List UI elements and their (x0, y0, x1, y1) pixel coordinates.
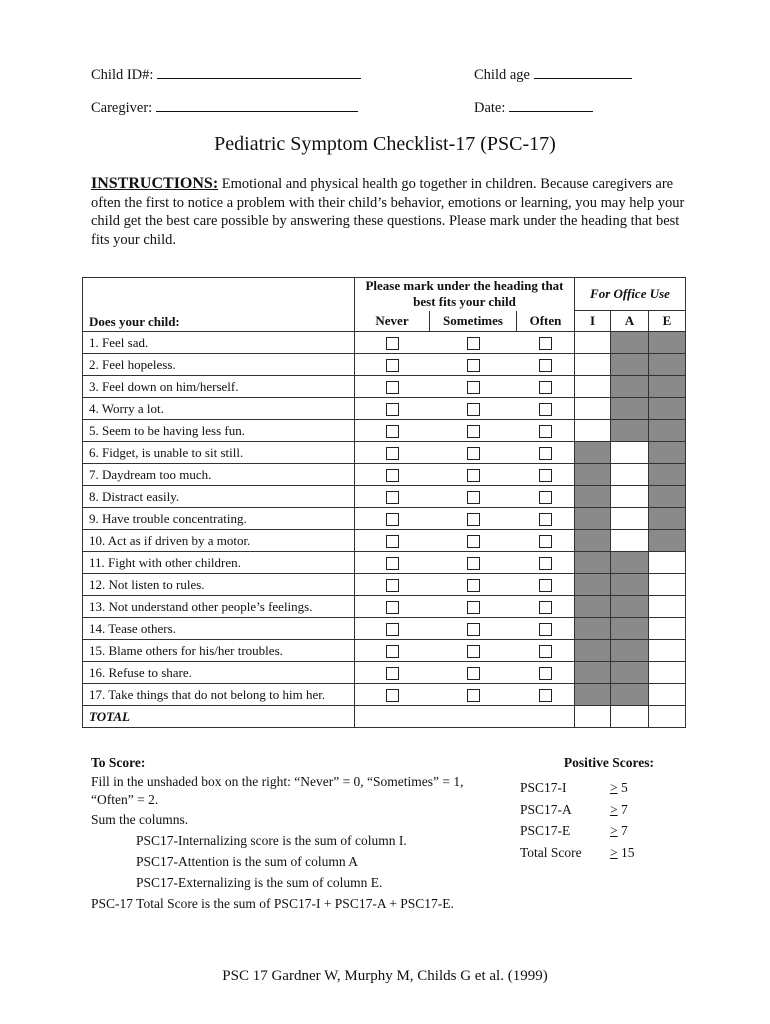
checkbox-sometimes[interactable] (467, 513, 480, 526)
total-empty (517, 706, 575, 728)
checkbox-never[interactable] (386, 381, 399, 394)
checkbox-never[interactable] (386, 535, 399, 548)
response-cell-never (355, 420, 430, 442)
table-row (83, 574, 686, 596)
table-row (83, 376, 686, 398)
office-cell-e[interactable] (649, 684, 686, 706)
score-threshold (610, 777, 628, 799)
office-cell-i[interactable] (575, 398, 611, 420)
score-threshold (610, 799, 628, 821)
response-cell-sometimes (430, 618, 517, 640)
item-label: 10. Act as if driven by a motor. (83, 530, 355, 552)
office-cell-a (611, 596, 649, 618)
response-cell-sometimes (430, 464, 517, 486)
office-cell-a (611, 398, 649, 420)
office-cell-e[interactable] (649, 662, 686, 684)
checkbox-often[interactable] (539, 645, 552, 658)
positive-score-row (520, 820, 670, 842)
item-label: 9. Have trouble concentrating. (83, 508, 355, 530)
item-label: 16. Refuse to share. (83, 662, 355, 684)
item-label: 17. Take things that do not belong to him her. (83, 684, 355, 706)
office-cell-i (575, 442, 611, 464)
checkbox-never[interactable] (386, 579, 399, 592)
response-cell-never (355, 618, 430, 640)
office-cell-a[interactable] (611, 442, 649, 464)
table-row (83, 420, 686, 442)
child-id-label: Child ID#: (91, 67, 154, 83)
response-cell-sometimes (430, 442, 517, 464)
col-internalizing: I (575, 311, 611, 332)
office-cell-a[interactable] (611, 530, 649, 552)
scoring-line: PSC-17 Total Score is the sum of PSC17-I + PSC17-A + PSC17-E. (91, 896, 454, 911)
item-label: 5. Seem to be having less fun. (83, 420, 355, 442)
checkbox-often[interactable] (539, 337, 552, 350)
checkbox-sometimes[interactable] (467, 579, 480, 592)
checkbox-sometimes[interactable] (467, 645, 480, 658)
response-cell-sometimes (430, 420, 517, 442)
item-label: 12. Not listen to rules. (83, 574, 355, 596)
col-attention: A (611, 311, 649, 332)
response-cell-sometimes (430, 640, 517, 662)
response-cell-often (517, 376, 575, 398)
response-cell-often (517, 486, 575, 508)
office-cell-a (611, 662, 649, 684)
office-cell-a (611, 376, 649, 398)
total-i-cell[interactable] (575, 706, 611, 728)
response-cell-often (517, 530, 575, 552)
office-cell-i (575, 596, 611, 618)
checkbox-sometimes[interactable] (467, 381, 480, 394)
office-cell-i[interactable] (575, 332, 611, 354)
score-threshold (610, 820, 628, 842)
office-cell-e (649, 354, 686, 376)
checkbox-sometimes[interactable] (467, 689, 480, 702)
ge-symbol: > (610, 801, 618, 817)
total-empty (355, 706, 430, 728)
response-cell-often (517, 332, 575, 354)
positive-scores-heading: Positive Scores: (563, 755, 654, 770)
response-cell-often (517, 420, 575, 442)
score-label: Total Score (520, 844, 582, 860)
threshold-value: 7 (621, 823, 628, 838)
score-label: PSC17-A (520, 801, 572, 817)
checkbox-often[interactable] (539, 359, 552, 372)
response-cell-never (355, 464, 430, 486)
checkbox-sometimes[interactable] (467, 535, 480, 548)
item-label: 14. Tease others. (83, 618, 355, 640)
office-cell-e (649, 332, 686, 354)
response-cell-sometimes (430, 662, 517, 684)
checkbox-never[interactable] (386, 689, 399, 702)
response-cell-often (517, 640, 575, 662)
checkbox-never[interactable] (386, 469, 399, 482)
office-cell-a[interactable] (611, 508, 649, 530)
col-sometimes: Sometimes (430, 311, 517, 332)
response-cell-never (355, 376, 430, 398)
checkbox-often[interactable] (539, 447, 552, 460)
response-cell-often (517, 552, 575, 574)
positive-scores (520, 752, 670, 863)
items-header-cell (83, 278, 355, 332)
table-row (83, 354, 686, 376)
response-cell-often (517, 596, 575, 618)
positive-score-row (520, 842, 670, 864)
table-row (83, 398, 686, 420)
office-cell-a (611, 618, 649, 640)
date-field (474, 98, 593, 117)
response-cell-sometimes (430, 376, 517, 398)
checkbox-often[interactable] (539, 579, 552, 592)
table-row (83, 442, 686, 464)
checkbox-often[interactable] (539, 689, 552, 702)
instructions-text: Emotional and physical health go together in children. Because caregivers are often the first to notice a problem with their child’s behavior, emotions or learning, you may help your child get the best care possible by answering these questions. Please mark under the heading that best fits your child. (91, 176, 685, 248)
scoring-instructions (91, 752, 511, 914)
office-cell-a[interactable] (611, 486, 649, 508)
office-cell-i (575, 662, 611, 684)
office-cell-e[interactable] (649, 574, 686, 596)
office-cell-a (611, 684, 649, 706)
response-cell-never (355, 552, 430, 574)
table-row (83, 662, 686, 684)
response-cell-often (517, 574, 575, 596)
checkbox-often[interactable] (539, 381, 552, 394)
checkbox-sometimes[interactable] (467, 491, 480, 504)
child-id-field (91, 65, 361, 84)
scoring-line: PSC17-Internalizing score is the sum of column I. (136, 833, 407, 848)
response-cell-never (355, 508, 430, 530)
office-cell-i[interactable] (575, 420, 611, 442)
checkbox-never[interactable] (386, 425, 399, 438)
citation-footer: PSC 17 Gardner W, Murphy M, Childs G et al. (1999) (222, 968, 548, 984)
score-threshold (610, 842, 635, 864)
checkbox-sometimes[interactable] (467, 425, 480, 438)
response-cell-never (355, 486, 430, 508)
table-row (83, 618, 686, 640)
checkbox-never[interactable] (386, 337, 399, 350)
total-a-cell[interactable] (611, 706, 649, 728)
office-cell-e (649, 530, 686, 552)
table-row (83, 596, 686, 618)
response-cell-sometimes (430, 530, 517, 552)
col-often: Often (517, 311, 575, 332)
office-cell-e (649, 398, 686, 420)
response-cell-sometimes (430, 332, 517, 354)
response-cell-sometimes (430, 596, 517, 618)
table-row (83, 332, 686, 354)
response-cell-never (355, 332, 430, 354)
office-cell-e (649, 464, 686, 486)
response-cell-never (355, 574, 430, 596)
office-cell-a (611, 354, 649, 376)
item-label: 1. Feel sad. (83, 332, 355, 354)
response-cell-sometimes (430, 574, 517, 596)
table-row (83, 640, 686, 662)
item-label: 4. Worry a lot. (83, 398, 355, 420)
checkbox-never[interactable] (386, 601, 399, 614)
threshold-value: 15 (621, 844, 635, 860)
table-row (83, 486, 686, 508)
response-cell-often (517, 684, 575, 706)
office-cell-e (649, 508, 686, 530)
instructions (91, 175, 691, 249)
checkbox-often[interactable] (539, 513, 552, 526)
item-label: 7. Daydream too much. (83, 464, 355, 486)
office-cell-e (649, 486, 686, 508)
checkbox-sometimes[interactable] (467, 557, 480, 570)
table-row (83, 552, 686, 574)
response-cell-often (517, 508, 575, 530)
checkbox-often[interactable] (539, 557, 552, 570)
item-label: 8. Distract easily. (83, 486, 355, 508)
office-cell-e[interactable] (649, 596, 686, 618)
response-cell-sometimes (430, 486, 517, 508)
checkbox-sometimes[interactable] (467, 601, 480, 614)
instructions-label: INSTRUCTIONS: (91, 175, 219, 192)
response-cell-often (517, 354, 575, 376)
checkbox-often[interactable] (539, 491, 552, 504)
checkbox-never[interactable] (386, 513, 399, 526)
checkbox-never[interactable] (386, 667, 399, 680)
checklist-table (82, 277, 686, 728)
ge-symbol: > (610, 823, 618, 838)
caregiver-label: Caregiver: (91, 100, 153, 116)
score-label: PSC17-I (520, 780, 567, 795)
office-cell-i (575, 618, 611, 640)
scoring-line: Fill in the unshaded box on the right: “Never” = 0, “Sometimes” = 1, (91, 774, 464, 789)
response-cell-never (355, 530, 430, 552)
checkbox-often[interactable] (539, 425, 552, 438)
office-cell-i (575, 530, 611, 552)
checkbox-never[interactable] (386, 359, 399, 372)
checkbox-sometimes[interactable] (467, 447, 480, 460)
item-label: 3. Feel down on him/herself. (83, 376, 355, 398)
response-cell-sometimes (430, 398, 517, 420)
total-e-cell[interactable] (649, 706, 686, 728)
checkbox-often[interactable] (539, 469, 552, 482)
total-empty (430, 706, 517, 728)
checkbox-never[interactable] (386, 557, 399, 570)
response-cell-often (517, 464, 575, 486)
office-cell-a (611, 420, 649, 442)
scoring-heading: To Score: (91, 755, 146, 770)
item-label: 2. Feel hopeless. (83, 354, 355, 376)
response-cell-never (355, 354, 430, 376)
scoring-line: PSC17-Attention is the sum of column A (136, 854, 359, 869)
checkbox-often[interactable] (539, 535, 552, 548)
office-cell-a (611, 640, 649, 662)
office-cell-i[interactable] (575, 354, 611, 376)
caregiver-blank[interactable] (156, 98, 358, 112)
response-cell-never (355, 662, 430, 684)
office-use-heading: For Office Use (575, 278, 686, 311)
item-label: 15. Blame others for his/her troubles. (83, 640, 355, 662)
table-row (83, 530, 686, 552)
office-cell-a (611, 574, 649, 596)
response-cell-sometimes (430, 354, 517, 376)
office-cell-i (575, 464, 611, 486)
item-label: 6. Fidget, is unable to sit still. (83, 442, 355, 464)
ge-symbol: > (610, 844, 618, 860)
response-cell-never (355, 442, 430, 464)
positive-score-row (520, 777, 670, 799)
office-cell-e (649, 376, 686, 398)
checkbox-sometimes[interactable] (467, 359, 480, 372)
response-cell-often (517, 618, 575, 640)
checkbox-never[interactable] (386, 645, 399, 658)
child-age-label: Child age (474, 67, 530, 83)
response-cell-never (355, 640, 430, 662)
checkbox-often[interactable] (539, 623, 552, 636)
page-title: Pediatric Symptom Checklist-17 (PSC-17) (214, 133, 556, 155)
score-label: PSC17-E (520, 823, 571, 838)
office-cell-a (611, 552, 649, 574)
child-age-field (474, 65, 632, 84)
response-cell-sometimes (430, 508, 517, 530)
office-cell-i (575, 640, 611, 662)
date-blank[interactable] (509, 98, 593, 112)
checkbox-never[interactable] (386, 491, 399, 504)
items-header: Does your child: (89, 314, 180, 329)
checkbox-sometimes[interactable] (467, 337, 480, 350)
office-cell-e[interactable] (649, 552, 686, 574)
checkbox-sometimes[interactable] (467, 469, 480, 482)
office-cell-e[interactable] (649, 618, 686, 640)
office-cell-a[interactable] (611, 464, 649, 486)
checkbox-sometimes[interactable] (467, 667, 480, 680)
item-label: 11. Fight with other children. (83, 552, 355, 574)
office-cell-e (649, 420, 686, 442)
child-age-blank[interactable] (534, 65, 632, 79)
table-row (83, 508, 686, 530)
response-cell-never (355, 684, 430, 706)
office-cell-i (575, 684, 611, 706)
checkbox-sometimes[interactable] (467, 403, 480, 416)
response-cell-often (517, 662, 575, 684)
caregiver-field (91, 98, 358, 117)
office-cell-i (575, 552, 611, 574)
item-label: 13. Not understand other people’s feelings. (83, 596, 355, 618)
checkbox-sometimes[interactable] (467, 623, 480, 636)
checkbox-often[interactable] (539, 403, 552, 416)
office-cell-i (575, 486, 611, 508)
office-cell-i (575, 508, 611, 530)
threshold-value: 7 (621, 801, 628, 817)
checkbox-never[interactable] (386, 403, 399, 416)
date-label: Date: (474, 100, 506, 116)
checkbox-often[interactable] (539, 667, 552, 680)
response-cell-often (517, 398, 575, 420)
office-cell-i (575, 574, 611, 596)
ge-symbol: > (610, 780, 618, 795)
col-never: Never (355, 311, 430, 332)
response-heading: Please mark under the heading that best fits your child (355, 278, 575, 311)
response-cell-never (355, 596, 430, 618)
table-row (83, 464, 686, 486)
office-cell-e (649, 442, 686, 464)
child-id-blank[interactable] (157, 65, 361, 79)
office-cell-i[interactable] (575, 376, 611, 398)
scoring-line: PSC17-Externalizing is the sum of column E. (136, 875, 383, 890)
scoring-line: “Often” = 2. (91, 792, 159, 807)
checkbox-never[interactable] (386, 623, 399, 636)
response-cell-never (355, 398, 430, 420)
table-row (83, 684, 686, 706)
col-externalizing: E (649, 311, 686, 332)
positive-score-row (520, 799, 670, 821)
total-label: TOTAL (83, 706, 355, 728)
office-cell-e[interactable] (649, 640, 686, 662)
response-cell-sometimes (430, 684, 517, 706)
checkbox-never[interactable] (386, 447, 399, 460)
threshold-value: 5 (621, 780, 628, 795)
response-cell-sometimes (430, 552, 517, 574)
office-cell-a (611, 332, 649, 354)
response-cell-often (517, 442, 575, 464)
checkbox-often[interactable] (539, 601, 552, 614)
scoring-line: Sum the columns. (91, 812, 189, 827)
